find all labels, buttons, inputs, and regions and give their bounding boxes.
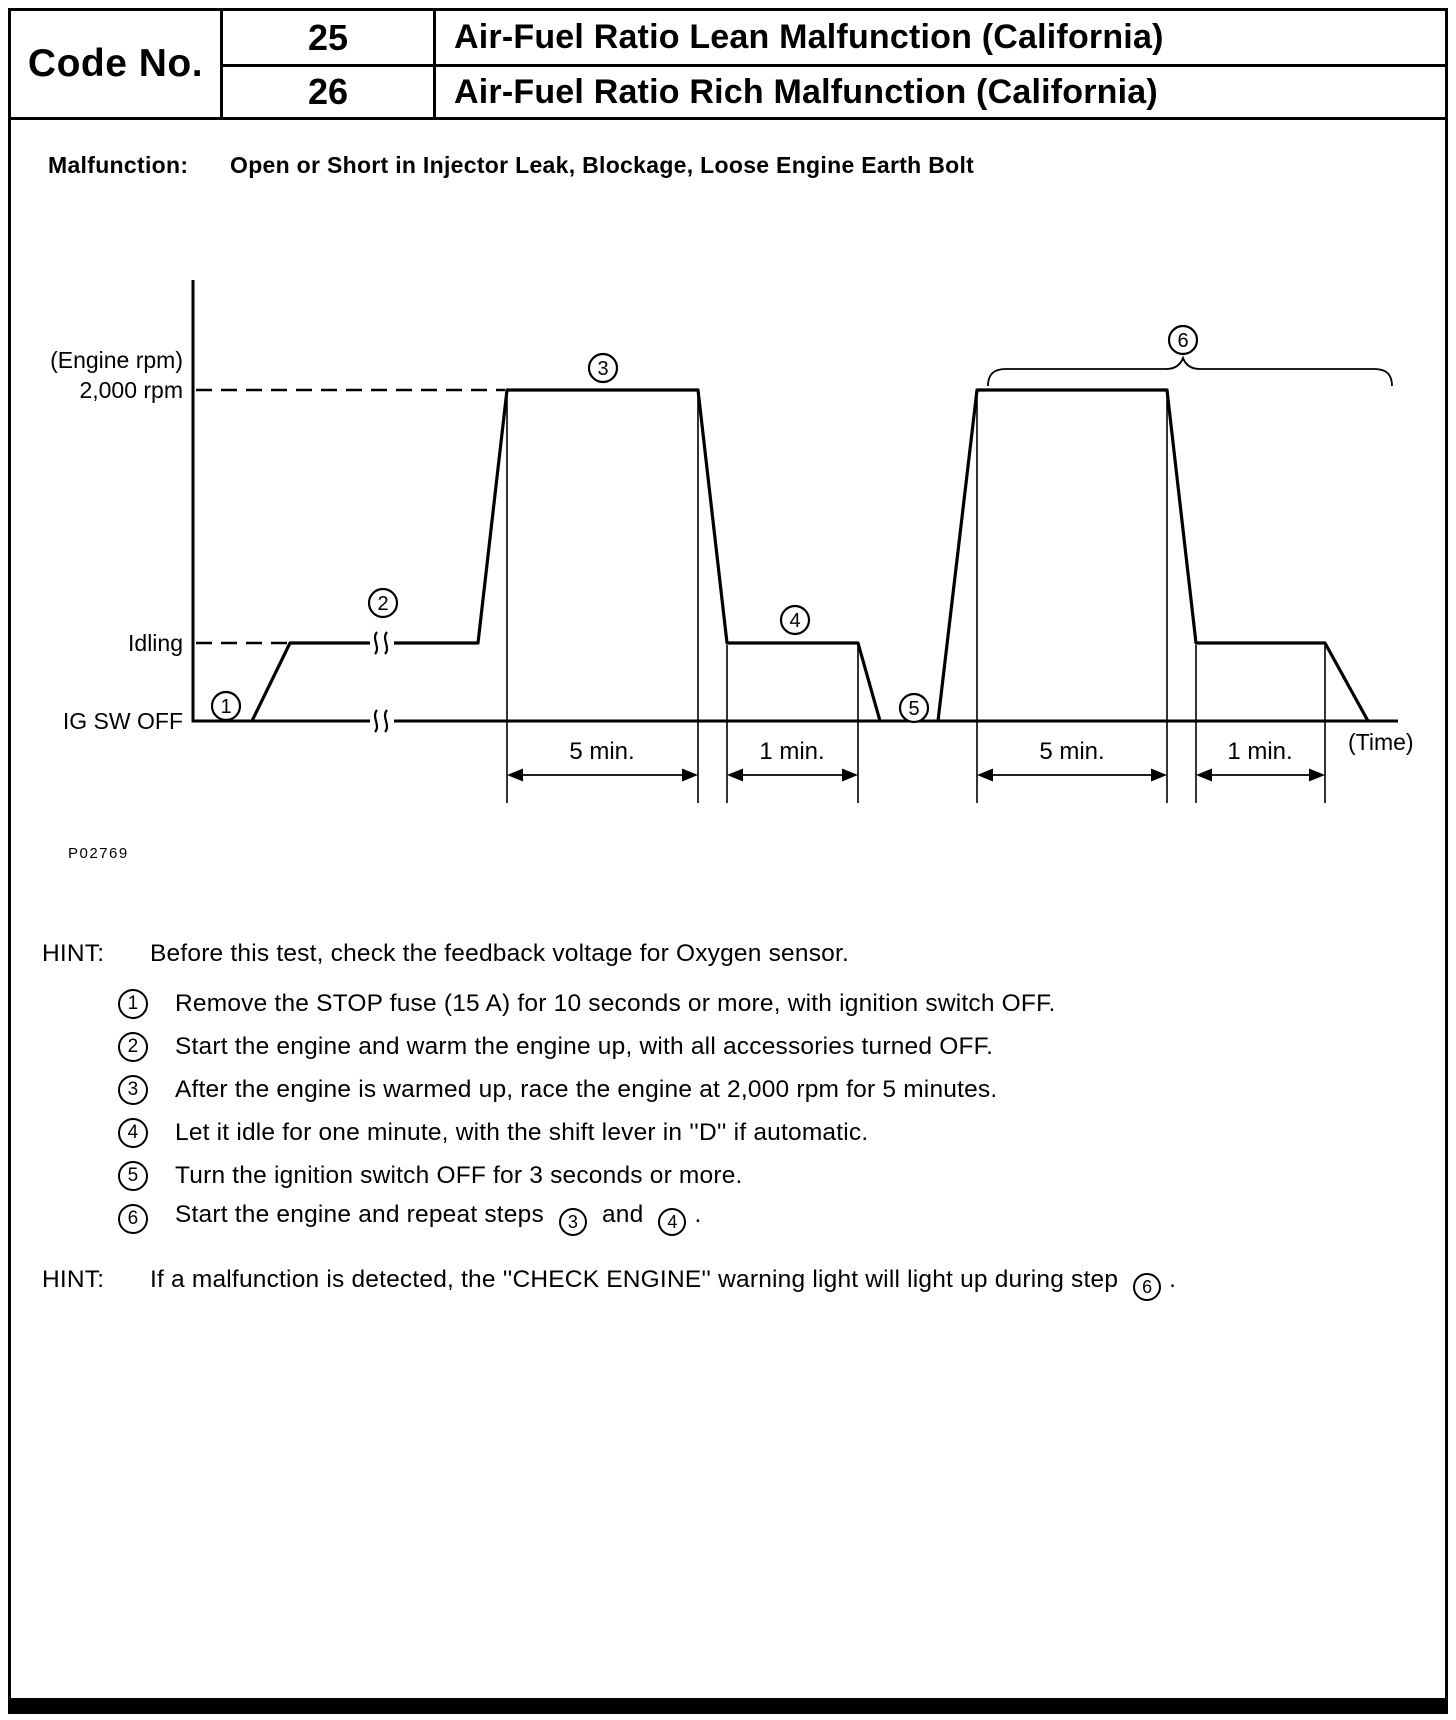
svg-text:6: 6 xyxy=(1177,330,1189,352)
svg-text:1: 1 xyxy=(220,696,232,718)
figure-id: P02769 xyxy=(68,845,129,862)
ig-sw-off-label: IG SW OFF xyxy=(62,708,183,734)
code-rows xyxy=(223,11,1445,117)
step-text: Let it idle for one minute, with the shift lever in ''D'' if automatic. xyxy=(175,1118,869,1146)
step-row-3 xyxy=(118,1068,1418,1111)
engine-rpm-label: (Engine rpm) xyxy=(50,347,183,373)
hint2-text-post: . xyxy=(1169,1266,1177,1293)
hint2-label: HINT: xyxy=(42,1266,105,1293)
step-marker-6 xyxy=(1169,326,1197,354)
svg-text:2: 2 xyxy=(377,593,389,615)
code-number-25: 25 xyxy=(223,11,436,64)
svg-text:3: 3 xyxy=(597,358,609,380)
malfunction-text: Open or Short in Injector Leak, Blockage, Loose Engine Earth Bolt xyxy=(230,152,975,178)
break-marks-baseline xyxy=(370,708,394,734)
code-description-25: Air-Fuel Ratio Lean Malfunction (California) xyxy=(454,18,1164,56)
duration-arrows xyxy=(507,769,1325,782)
step-text: Remove the STOP fuse (15 A) for 10 seconds or more, with ignition switch OFF. xyxy=(175,989,1056,1017)
code-number-26: 26 xyxy=(223,64,436,117)
step6-text-mid: and xyxy=(601,1200,644,1228)
step-text: Turn the ignition switch OFF for 3 seconds or more. xyxy=(175,1161,743,1189)
idling-label: Idling xyxy=(128,630,183,656)
step-marker-1 xyxy=(212,692,240,720)
hint-text: Before this test, check the feedback voltage for Oxygen sensor. xyxy=(150,940,849,967)
hint-label: HINT: xyxy=(42,940,105,967)
step-row-6 xyxy=(118,1197,1418,1240)
hint-row-2 xyxy=(42,1264,1418,1301)
svg-text:5: 5 xyxy=(908,698,920,720)
duration-label-2: 1 min. xyxy=(759,738,825,765)
duration-label-3: 5 min. xyxy=(1039,738,1105,765)
rpm-waveform xyxy=(252,390,1368,721)
duration-label-4: 1 min. xyxy=(1227,738,1293,765)
hint2-text-pre: If a malfunction is detected, the ''CHECK ENGINE'' warning light will light up during step xyxy=(150,1266,1119,1293)
duration-label-1: 5 min. xyxy=(569,738,635,765)
hint-row-1 xyxy=(42,938,1418,970)
instructions-block xyxy=(42,938,1418,1301)
step-number-badge: 4 xyxy=(118,1118,148,1148)
code-label: Code No. xyxy=(11,11,223,117)
step-text: Start the engine and warm the engine up, with all accessories turned OFF. xyxy=(175,1032,994,1060)
time-label: (Time) xyxy=(1348,729,1414,755)
step6-brace xyxy=(988,358,1392,386)
step-row-1 xyxy=(118,982,1418,1025)
step-number-badge: 2 xyxy=(118,1032,148,1062)
step-row-2 xyxy=(118,1025,1418,1068)
step-marker-2 xyxy=(369,589,397,617)
step-number-badge: 6 xyxy=(118,1204,148,1234)
step-row-4 xyxy=(118,1111,1418,1154)
step-text xyxy=(175,1201,701,1237)
break-marks-idling xyxy=(370,630,394,656)
inline-step-ref-3: 3 xyxy=(559,1208,587,1236)
timing-diagram xyxy=(0,258,1456,898)
inline-step-ref-4: 4 xyxy=(658,1208,686,1236)
inline-step-ref-6: 6 xyxy=(1133,1273,1161,1301)
malfunction-label: Malfunction: xyxy=(48,152,189,178)
step-number-badge: 3 xyxy=(118,1075,148,1105)
step-row-5 xyxy=(118,1154,1418,1197)
step-number-badge: 5 xyxy=(118,1161,148,1191)
malfunction-row xyxy=(48,152,974,179)
step6-text-pre: Start the engine and repeat steps xyxy=(175,1200,544,1228)
step6-text-post: . xyxy=(694,1200,702,1228)
svg-text:4: 4 xyxy=(789,610,801,632)
hint2-text xyxy=(150,1264,1176,1301)
step-text: After the engine is warmed up, race the engine at 2,000 rpm for 5 minutes. xyxy=(175,1075,998,1103)
rpm-2000-label: 2,000 rpm xyxy=(79,377,183,403)
code-table xyxy=(8,8,1448,120)
step-number-badge: 1 xyxy=(118,989,148,1019)
step-marker-3 xyxy=(589,354,617,382)
code-description-26: Air-Fuel Ratio Rich Malfunction (California) xyxy=(436,64,1445,117)
step-list xyxy=(118,982,1418,1240)
step-marker-5 xyxy=(900,694,928,722)
step-marker-4 xyxy=(781,606,809,634)
